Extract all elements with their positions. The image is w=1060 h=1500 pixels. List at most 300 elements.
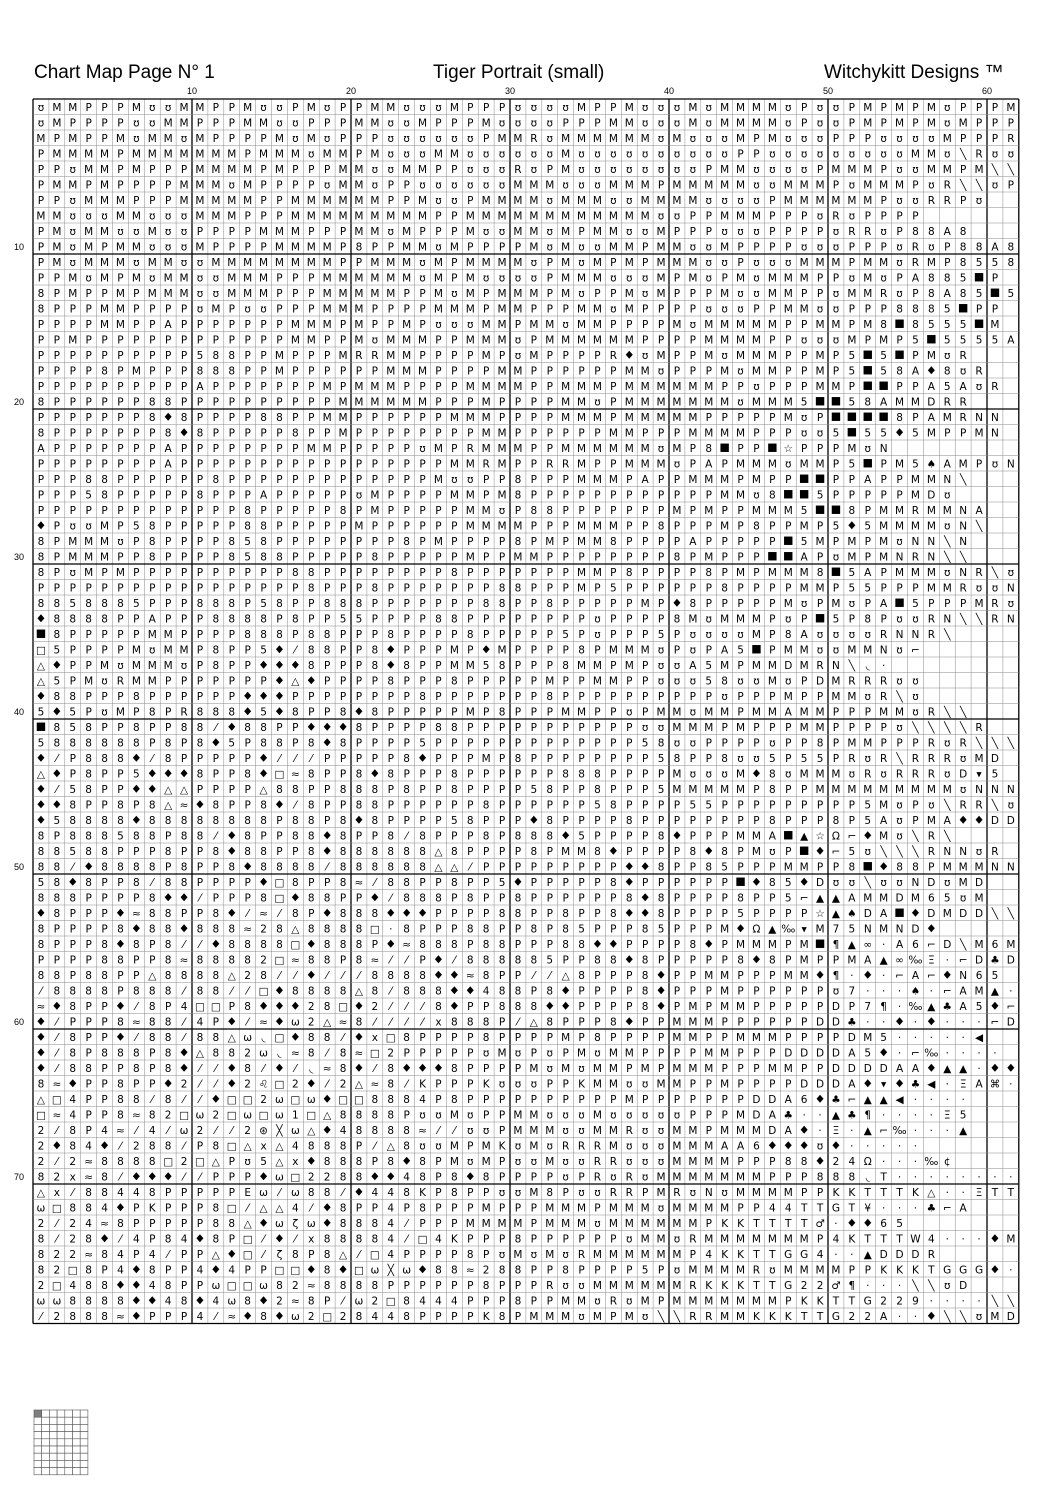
- stitch-symbol: 5: [594, 799, 601, 811]
- stitch-symbol: M: [68, 551, 77, 563]
- stitch-symbol: P: [785, 226, 791, 238]
- stitch-symbol: P: [515, 923, 521, 935]
- stitch-symbol: P: [213, 691, 219, 703]
- stitch-symbol: P: [149, 164, 155, 176]
- stitch-symbol: 8: [372, 908, 379, 920]
- stitch-symbol: ⌐: [991, 1016, 1000, 1028]
- page-cell: [42, 1460, 50, 1467]
- stitch-symbol: P: [658, 799, 664, 811]
- stitch-symbol: M: [593, 536, 602, 548]
- stitch-symbol: P: [690, 489, 696, 501]
- stitch-symbol: 8: [864, 613, 871, 625]
- stitch-symbol: M: [688, 1156, 697, 1168]
- stitch-symbol: 8: [403, 877, 410, 889]
- stitch-symbol: M: [609, 1140, 618, 1152]
- stitch-symbol: P: [117, 1063, 123, 1075]
- stitch-symbol: D: [816, 1078, 824, 1090]
- stitch-symbol: P: [658, 427, 664, 439]
- stitch-symbol: M: [879, 706, 888, 718]
- stitch-symbol: ʊ: [674, 675, 681, 687]
- stitch-symbol: 8: [133, 722, 140, 734]
- stitch-symbol: N: [896, 629, 904, 641]
- stitch-symbol: P: [117, 768, 123, 780]
- stitch-symbol: P: [101, 458, 107, 470]
- stitch-symbol: 8: [403, 846, 410, 858]
- stitch-symbol: ☆: [784, 443, 793, 455]
- stitch-symbol: P: [578, 427, 584, 439]
- stitch-symbol: M: [625, 1280, 634, 1292]
- stitch-symbol: M: [291, 210, 300, 222]
- stitch-symbol: ⁄: [388, 985, 394, 997]
- page-cell: [65, 1460, 73, 1467]
- stitch-symbol: P: [467, 1140, 473, 1152]
- page-cell: [42, 1468, 50, 1475]
- stitch-symbol: A: [848, 1078, 856, 1090]
- stitch-symbol: ⁄: [181, 1094, 187, 1106]
- stitch-symbol: ʊ: [324, 179, 331, 191]
- stitch-symbol: M: [688, 427, 697, 439]
- stitch-symbol: P: [276, 536, 282, 548]
- stitch-symbol: ◟: [277, 1047, 282, 1059]
- stitch-symbol: D: [784, 660, 792, 672]
- stitch-symbol: P: [499, 1063, 505, 1075]
- stitch-symbol: ≈: [418, 1125, 427, 1137]
- stitch-symbol: ╲: [895, 690, 903, 703]
- stitch-symbol: ʊ: [690, 241, 697, 253]
- stitch-symbol: P: [276, 179, 282, 191]
- stitch-symbol: P: [181, 520, 187, 532]
- stitch-symbol: P: [403, 195, 409, 207]
- stitch-symbol: ʊ: [531, 117, 538, 129]
- stitch-symbol: M: [513, 288, 522, 300]
- stitch-symbol: P: [403, 427, 409, 439]
- stitch-symbol: M: [52, 179, 61, 191]
- stitch-symbol: M: [879, 505, 888, 517]
- stitch-symbol: P: [435, 691, 441, 703]
- stitch-symbol: M: [434, 272, 443, 284]
- stitch-symbol: ⁄: [229, 985, 235, 997]
- stitch-symbol: △: [180, 784, 189, 796]
- stitch-symbol: 8: [403, 1140, 410, 1152]
- stitch-symbol: M: [672, 1125, 681, 1137]
- stitch-symbol: 8: [531, 505, 538, 517]
- stitch-symbol: M: [704, 722, 713, 734]
- stitch-symbol: 8: [372, 799, 379, 811]
- stitch-symbol: P: [54, 551, 60, 563]
- stitch-symbol: ⁄: [118, 1140, 124, 1152]
- stitch-symbol: 8: [117, 598, 124, 610]
- stitch-symbol: P: [403, 722, 409, 734]
- stitch-symbol: P: [324, 117, 330, 129]
- stitch-symbol: P: [865, 706, 871, 718]
- stitch-symbol: R: [610, 350, 617, 362]
- stitch-symbol: P: [833, 179, 839, 191]
- stitch-symbol: 5: [801, 505, 808, 517]
- stitch-symbol: M: [307, 102, 316, 114]
- stitch-symbol: ʊ: [801, 133, 808, 145]
- stitch-symbol: 5: [69, 722, 76, 734]
- stitch-symbol: P: [117, 613, 123, 625]
- stitch-symbol: M: [752, 830, 761, 842]
- stitch-symbol: P: [403, 644, 409, 656]
- stitch-symbol: P: [578, 1016, 584, 1028]
- stitch-symbol: ʊ: [817, 303, 824, 315]
- stitch-symbol: 4: [117, 1187, 124, 1199]
- stitch-symbol: P: [197, 753, 203, 765]
- stitch-symbol: P: [562, 644, 568, 656]
- stitch-symbol: P: [547, 474, 553, 486]
- stitch-symbol: P: [85, 102, 91, 114]
- stitch-symbol: P: [785, 722, 791, 734]
- stitch-symbol: P: [419, 598, 425, 610]
- stitch-symbol: M: [402, 365, 411, 377]
- stitch-symbol: □: [259, 1109, 269, 1121]
- stitch-symbol: P: [706, 164, 712, 176]
- stitch-symbol: 8: [403, 1125, 410, 1137]
- stitch-symbol: P: [244, 489, 250, 501]
- stitch-symbol: ω: [275, 1218, 284, 1230]
- stitch-symbol: P: [403, 381, 409, 393]
- stitch-symbol: P: [149, 334, 155, 346]
- stitch-symbol: M: [657, 1218, 666, 1230]
- stitch-symbol: P: [340, 133, 346, 145]
- stitch-symbol: P: [626, 753, 632, 765]
- stitch-symbol: ·: [882, 1016, 885, 1028]
- stitch-symbol: M: [927, 582, 936, 594]
- stitch-symbol: P: [133, 629, 139, 641]
- stitch-symbol: 4: [769, 1202, 776, 1214]
- stitch-symbol: △: [530, 1016, 539, 1028]
- stitch-symbol: 8: [85, 1295, 92, 1307]
- stitch-symbol: 6: [880, 1218, 887, 1230]
- stitch-symbol: M: [418, 117, 427, 129]
- stitch-symbol: P: [213, 334, 219, 346]
- stitch-symbol: P: [737, 582, 743, 594]
- stitch-symbol: P: [690, 210, 696, 222]
- stitch-symbol: ʊ: [721, 303, 728, 315]
- stitch-symbol: P: [499, 613, 505, 625]
- stitch-symbol: P: [260, 458, 266, 470]
- stitch-symbol: 4: [133, 1187, 140, 1199]
- stitch-symbol: P: [117, 629, 123, 641]
- stitch-symbol: ʊ: [912, 706, 919, 718]
- stitch-symbol: M: [52, 210, 61, 222]
- stitch-symbol: P: [896, 272, 902, 284]
- stitch-symbol: P: [260, 381, 266, 393]
- stitch-symbol: R: [975, 365, 982, 377]
- stitch-symbol: ʊ: [896, 241, 903, 253]
- stitch-symbol: M: [720, 923, 729, 935]
- stitch-symbol: M: [116, 257, 125, 269]
- stitch-symbol: R: [928, 846, 935, 858]
- stitch-symbol: P: [181, 1264, 187, 1276]
- stitch-symbol: M: [800, 179, 809, 191]
- stitch-symbol: ♣: [784, 1109, 793, 1121]
- stitch-symbol: T: [816, 1202, 824, 1214]
- stitch-symbol: 8: [101, 954, 108, 966]
- stitch-symbol: ·: [898, 1311, 901, 1323]
- stitch-symbol: P: [403, 567, 409, 579]
- stitch-symbol: 5: [833, 613, 840, 625]
- stitch-symbol: P: [515, 1202, 521, 1214]
- stitch-symbol: M: [450, 660, 459, 672]
- stitch-symbol: M: [211, 148, 220, 160]
- stitch-symbol: ʊ: [181, 226, 188, 238]
- stitch-symbol: P: [785, 474, 791, 486]
- stitch-symbol: M: [688, 102, 697, 114]
- stitch-symbol: [895, 351, 903, 359]
- stitch-symbol: P: [451, 1280, 457, 1292]
- stitch-symbol: P: [499, 551, 505, 563]
- stitch-symbol: P: [70, 629, 76, 641]
- stitch-symbol: P: [578, 892, 584, 904]
- stitch-symbol: 8: [69, 1140, 76, 1152]
- stitch-symbol: P: [388, 536, 394, 548]
- stitch-symbol: P: [769, 644, 775, 656]
- stitch-symbol: M: [450, 148, 459, 160]
- stitch-symbol: P: [324, 536, 330, 548]
- stitch-symbol: M: [577, 474, 586, 486]
- stitch-symbol: P: [244, 892, 250, 904]
- stitch-symbol: △: [164, 799, 173, 811]
- stitch-symbol: M: [339, 272, 348, 284]
- stitch-symbol: ʊ: [531, 102, 538, 114]
- stitch-symbol: [816, 397, 824, 405]
- stitch-symbol: P: [658, 536, 664, 548]
- stitch-symbol: P: [70, 675, 76, 687]
- stitch-symbol: E: [244, 1187, 251, 1199]
- stitch-symbol: P: [690, 582, 696, 594]
- stitch-symbol: 8: [260, 613, 267, 625]
- stitch-symbol: P: [753, 1016, 759, 1028]
- stitch-symbol: ʊ: [85, 272, 92, 284]
- stitch-symbol: P: [340, 644, 346, 656]
- stitch-symbol: 8: [244, 846, 251, 858]
- stitch-symbol: 8: [387, 768, 394, 780]
- stitch-symbol: P: [229, 691, 235, 703]
- stitch-symbol: ʊ: [658, 1140, 665, 1152]
- stitch-symbol: ·: [898, 1171, 901, 1183]
- stitch-symbol: M: [275, 226, 284, 238]
- stitch-symbol: ╲: [943, 550, 951, 563]
- stitch-symbol: ·: [946, 1094, 949, 1106]
- stitch-symbol: 8: [38, 923, 45, 935]
- stitch-symbol: P: [578, 1032, 584, 1044]
- stitch-symbol: K: [769, 1311, 777, 1323]
- stitch-symbol: P: [944, 427, 950, 439]
- stitch-symbol: 8: [117, 1156, 124, 1168]
- stitch-symbol: M: [768, 365, 777, 377]
- stitch-symbol: P: [594, 505, 600, 517]
- stitch-symbol: M: [513, 365, 522, 377]
- stitch-symbol: P: [531, 985, 537, 997]
- stitch-symbol: M: [784, 1264, 793, 1276]
- stitch-symbol: △: [927, 1187, 936, 1199]
- stitch-symbol: P: [244, 226, 250, 238]
- stitch-symbol: P: [674, 815, 680, 827]
- stitch-symbol: 8: [276, 412, 283, 424]
- stitch-symbol: D: [816, 1016, 824, 1028]
- stitch-symbol: P: [610, 381, 616, 393]
- stitch-symbol: R: [975, 567, 982, 579]
- stitch-symbol: P: [324, 815, 330, 827]
- stitch-symbol: ʊ: [833, 102, 840, 114]
- stitch-symbol: P: [674, 1001, 680, 1013]
- stitch-symbol: x: [260, 1140, 266, 1152]
- stitch-symbol: M: [577, 195, 586, 207]
- stitch-symbol: ·: [914, 1032, 917, 1044]
- stitch-symbol: 8: [117, 923, 124, 935]
- stitch-symbol: 8: [515, 753, 522, 765]
- stitch-symbol: P: [419, 629, 425, 641]
- stitch-symbol: P: [181, 334, 187, 346]
- stitch-symbol: P: [419, 877, 425, 889]
- stitch-symbol: P: [292, 505, 298, 517]
- stitch-symbol: △: [148, 970, 157, 982]
- stitch-symbol: P: [531, 737, 537, 749]
- stitch-symbol: ⁄: [54, 1063, 60, 1075]
- stitch-symbol: P: [610, 706, 616, 718]
- stitch-symbol: P: [769, 722, 775, 734]
- stitch-symbol: P: [213, 319, 219, 331]
- stitch-symbol: P: [642, 567, 648, 579]
- stitch-symbol: 5: [849, 365, 856, 377]
- stitch-symbol: 2: [197, 1125, 204, 1137]
- stitch-symbol: P: [467, 117, 473, 129]
- stitch-symbol: P: [324, 753, 330, 765]
- stitch-symbol: 8: [69, 1032, 76, 1044]
- stitch-symbol: M: [657, 257, 666, 269]
- stitch-symbol: 8: [213, 815, 220, 827]
- stitch-symbol: P: [674, 1094, 680, 1106]
- stitch-symbol: M: [609, 1063, 618, 1075]
- stitch-symbol: P: [101, 877, 107, 889]
- stitch-symbol: M: [259, 288, 268, 300]
- stitch-symbol: 5: [737, 908, 744, 920]
- stitch-symbol: M: [752, 458, 761, 470]
- stitch-symbol: P: [276, 505, 282, 517]
- stitch-symbol: P: [594, 551, 600, 563]
- stitch-symbol: P: [276, 303, 282, 315]
- stitch-symbol: ʊ: [515, 334, 522, 346]
- stitch-symbol: M: [784, 1063, 793, 1075]
- stitch-symbol: P: [594, 102, 600, 114]
- stitch-symbol: M: [831, 164, 840, 176]
- stitch-symbol: M: [784, 970, 793, 982]
- stitch-symbol: ▾: [802, 923, 808, 935]
- stitch-symbol: P: [197, 644, 203, 656]
- stitch-symbol: 8: [181, 412, 188, 424]
- stitch-symbol: P: [578, 954, 584, 966]
- stitch-symbol: P: [960, 133, 966, 145]
- stitch-symbol: M: [943, 582, 952, 594]
- stitch-symbol: M: [784, 396, 793, 408]
- stitch-symbol: ·: [977, 1233, 980, 1245]
- stitch-symbol: P: [531, 520, 537, 532]
- stitch-symbol: P: [133, 412, 139, 424]
- stitch-symbol: 4: [69, 1280, 76, 1292]
- stitch-symbol: ʊ: [944, 1280, 951, 1292]
- stitch-symbol: ʊ: [467, 1125, 474, 1137]
- stitch-symbol: M: [513, 1218, 522, 1230]
- stitch-symbol: 5: [960, 319, 967, 331]
- stitch-symbol: P: [419, 1218, 425, 1230]
- stitch-symbol: P: [547, 706, 553, 718]
- stitch-symbol: ʊ: [817, 133, 824, 145]
- stitch-symbol: P: [578, 365, 584, 377]
- stitch-symbol: M: [895, 567, 904, 579]
- stitch-symbol: M: [641, 396, 650, 408]
- stitch-symbol: M: [561, 846, 570, 858]
- page-cell: [49, 1439, 57, 1446]
- stitch-symbol: M: [291, 148, 300, 160]
- stitch-symbol: ⁄: [133, 1001, 139, 1013]
- stitch-symbol: ⌐: [911, 644, 920, 656]
- stitch-symbol: P: [626, 505, 632, 517]
- stitch-symbol: P: [547, 1264, 553, 1276]
- stitch-symbol: 5: [340, 613, 347, 625]
- stitch-symbol: P: [769, 598, 775, 610]
- stitch-symbol: M: [386, 272, 395, 284]
- stitch-symbol: R: [880, 629, 887, 641]
- stitch-symbol: P: [515, 1063, 521, 1075]
- stitch-symbol: M: [498, 520, 507, 532]
- stitch-symbol: P: [753, 737, 759, 749]
- stitch-symbol: 8: [546, 985, 553, 997]
- stitch-symbol: P: [133, 474, 139, 486]
- stitch-symbol: 8: [213, 799, 220, 811]
- stitch-symbol: ·: [946, 1187, 949, 1199]
- stitch-symbol: M: [323, 412, 332, 424]
- stitch-symbol: P: [213, 458, 219, 470]
- stitch-symbol: M: [68, 102, 77, 114]
- stitch-symbol: ʊ: [721, 1187, 728, 1199]
- stitch-symbol: P: [610, 691, 616, 703]
- stitch-symbol: P: [435, 489, 441, 501]
- stitch-symbol: P: [356, 753, 362, 765]
- stitch-symbol: 8: [260, 815, 267, 827]
- stitch-symbol: P: [213, 381, 219, 393]
- stitch-symbol: 8: [562, 939, 569, 951]
- stitch-symbol: 8: [276, 861, 283, 873]
- stitch-symbol: P: [578, 1264, 584, 1276]
- stitch-symbol: ʊ: [149, 241, 156, 253]
- stitch-symbol: ⁄: [515, 1016, 521, 1028]
- stitch-symbol: P: [896, 474, 902, 486]
- stitch-symbol: P: [149, 474, 155, 486]
- stitch-symbol: M: [339, 288, 348, 300]
- stitch-symbol: ·: [882, 985, 885, 997]
- stitch-symbol: 8: [69, 1202, 76, 1214]
- stitch-symbol: 8: [244, 1295, 251, 1307]
- stitch-symbol: M: [990, 1311, 999, 1323]
- stitch-symbol: P: [737, 691, 743, 703]
- stitch-symbol: P: [117, 102, 123, 114]
- stitch-symbol: P: [435, 1218, 441, 1230]
- stitch-symbol: M: [879, 257, 888, 269]
- stitch-symbol: 8: [658, 830, 665, 842]
- stitch-symbol: A: [975, 505, 983, 517]
- stitch-symbol: P: [833, 458, 839, 470]
- stitch-symbol: M: [513, 303, 522, 315]
- stitch-symbol: P: [38, 412, 44, 424]
- stitch-symbol: ʊ: [642, 1125, 649, 1137]
- stitch-symbol: P: [435, 1078, 441, 1090]
- stitch-symbol: ·: [946, 1016, 949, 1028]
- stitch-symbol: M: [911, 784, 920, 796]
- stitch-symbol: R: [928, 1249, 935, 1261]
- stitch-symbol: P: [149, 427, 155, 439]
